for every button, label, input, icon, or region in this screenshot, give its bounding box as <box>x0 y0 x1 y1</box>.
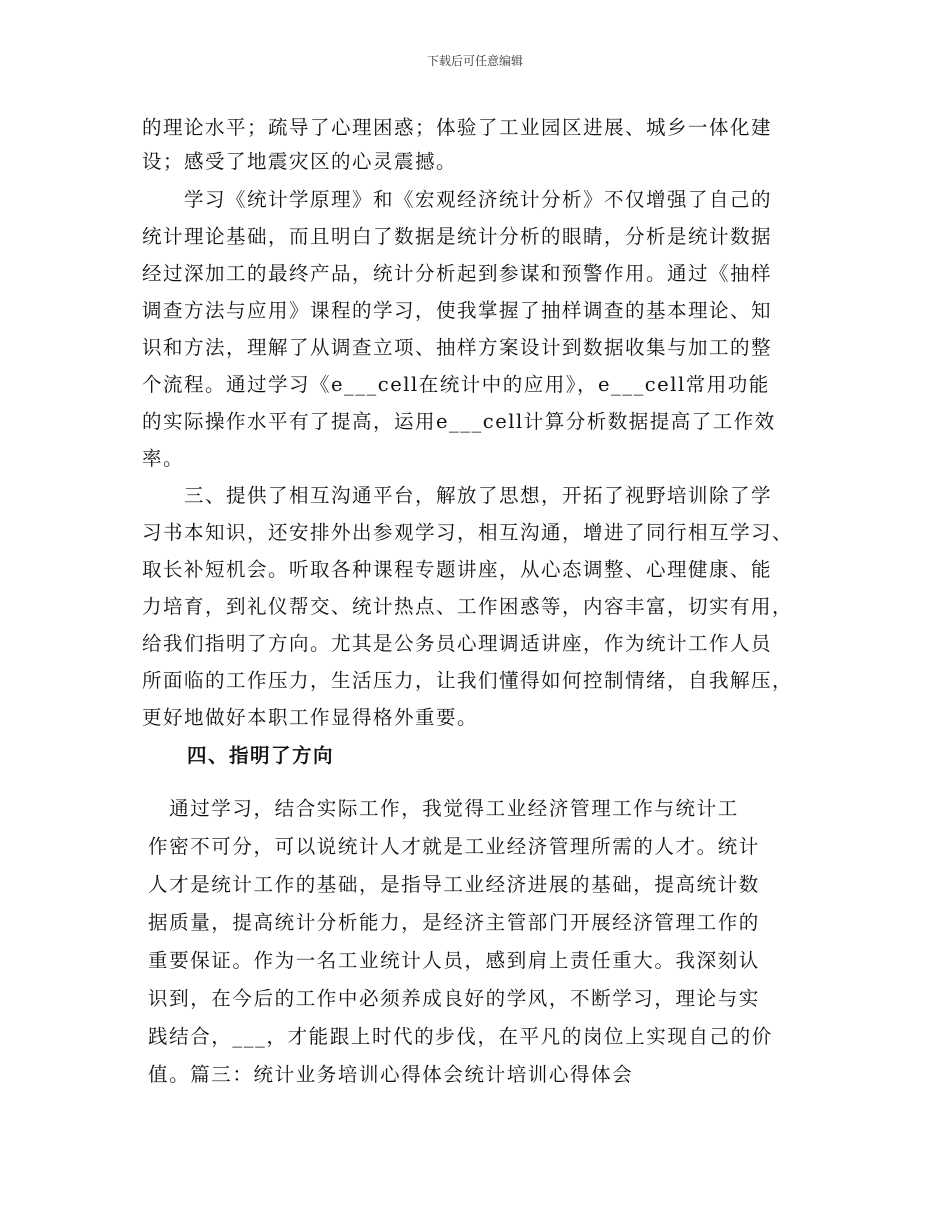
text-line: 更好地做好本职工作显得格外重要。 <box>142 706 479 729</box>
text-line: 习书本知识，还安排外出参观学习，相互沟通，增进了同行相互学习、 <box>142 521 794 544</box>
text-line: 学习《统计学原理》和《宏观经济统计分析》不仅增强了自己的 <box>142 188 773 211</box>
text-line: 力培育，到礼仪帮交、统计热点、工作困惑等，内容丰富，切实有用， <box>142 595 794 618</box>
text-line: 识和方法，理解了从调查立项、抽样方案设计到数据收集与加工的整 <box>142 336 773 359</box>
text-line: 调查方法与应用》课程的学习，使我掌握了抽样调查的基本理论、知 <box>142 299 773 322</box>
text-line: 据质量，提高统计分析能力，是经济主管部门开展经济管理工作的 <box>148 911 760 934</box>
text-line: 的实际操作水平有了提高，运用e___cell计算分析数据提高了工作效 <box>142 410 776 433</box>
text-line: 经过深加工的最终产品，统计分析起到参谋和预警作用。通过《抽样 <box>142 262 773 285</box>
text-line: 人才是统计工作的基础，是指导工业经济进展的基础，提高统计数 <box>148 873 760 896</box>
text-line: 给我们指明了方向。尤其是公务员心理调适讲座，作为统计工作人员 <box>142 632 773 655</box>
text-line: 重要保证。作为一名工业统计人员，感到肩上责任重大。我深刻认 <box>148 949 760 972</box>
text-line: 取长补短机会。听取各种课程专题讲座，从心态调整、心理健康、能 <box>142 558 773 581</box>
text-line: 设；感受了地震灾区的心灵震撼。 <box>142 150 458 173</box>
text-line: 值。篇三：统计业务培训心得体会统计培训心得体会 <box>148 1063 634 1086</box>
text-line: 作密不可分，可以说统计人才就是工业经济管理所需的人才。统计 <box>148 835 760 858</box>
page-header: 下载后可任意编辑 <box>426 54 523 68</box>
text-line: 的理论水平；疏导了心理困惑；体验了工业园区进展、城乡一体化建 <box>142 116 773 139</box>
text-line: 三、提供了相互沟通平台，解放了思想，开拓了视野培训除了学 <box>142 484 773 507</box>
text-line: 所面临的工作压力，生活压力，让我们懂得如何控制情绪，自我解压， <box>142 669 794 692</box>
text-line: 个流程。通过学习《e___cell在统计中的应用》，e___cell常用功能 <box>142 373 770 396</box>
text-line: 识到，在今后的工作中必须养成良好的学风，不断学习，理论与实 <box>148 987 760 1010</box>
text-line: 践结合，___，才能跟上时代的步伐，在平凡的岗位上实现自己的价 <box>148 1025 773 1048</box>
section-heading: 四、指明了方向 <box>187 744 335 767</box>
text-line: 率。 <box>142 447 185 470</box>
text-line: 通过学习，结合实际工作，我觉得工业经济管理工作与统计工 <box>148 797 739 820</box>
text-line: 统计理论基础，而且明白了数据是统计分析的眼睛，分析是统计数据 <box>142 225 773 248</box>
